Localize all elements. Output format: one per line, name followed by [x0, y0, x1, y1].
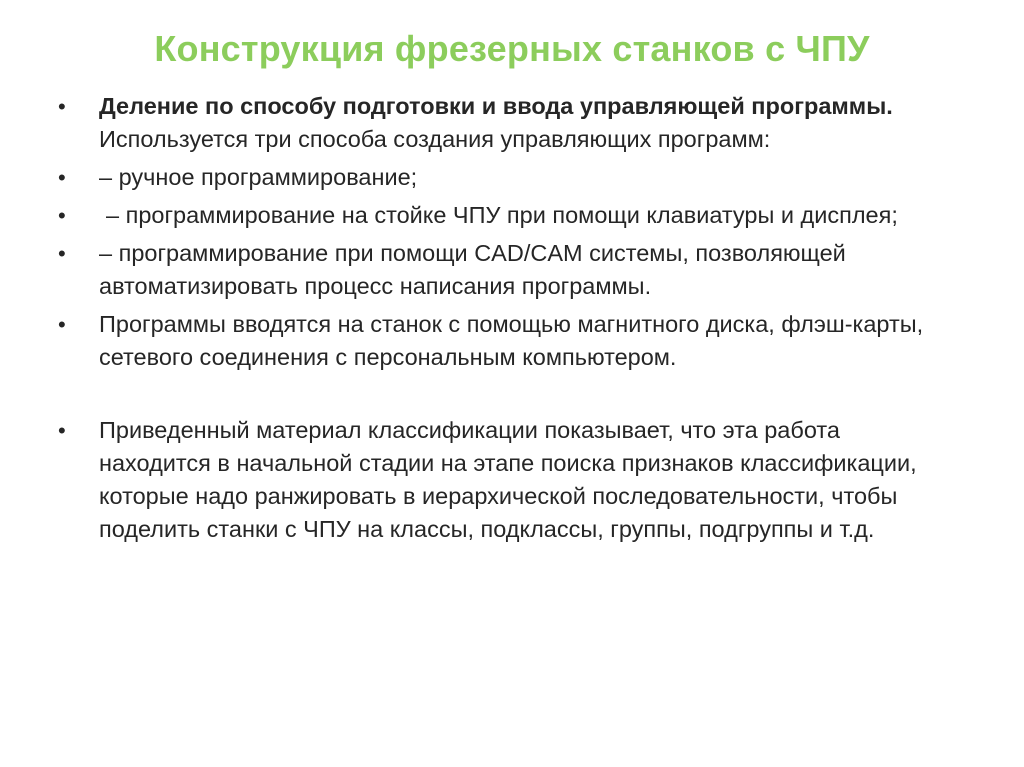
- bullet-icon: •: [58, 241, 66, 266]
- list-item: [58, 414, 958, 546]
- list-item: [58, 308, 958, 374]
- bullet-icon: •: [58, 165, 66, 190]
- bullet-bold-text: Деление по способу подготовки и ввода управляющей программы.: [99, 93, 893, 119]
- bullet-text: Программы вводятся на станок с помощью магнитного диска, флэш-карты, сетевого соединения с персональным компьютером.: [99, 311, 924, 370]
- list-item: [58, 199, 958, 232]
- slide-title: Конструкция фрезерных станков с ЧПУ: [154, 28, 870, 69]
- bullet-text: – программирование при помощи CAD/CAM системы, позволяющей автоматизировать процесс написания программы.: [99, 240, 846, 299]
- bullet-icon: •: [58, 418, 66, 443]
- bullet-list: [58, 90, 958, 551]
- bullet-icon: •: [58, 312, 66, 337]
- list-item: [58, 161, 958, 194]
- list-item: [58, 237, 958, 303]
- bullet-icon: •: [58, 203, 66, 228]
- list-item: [58, 90, 958, 156]
- bullet-text: – программирование на стойке ЧПУ при помощи клавиатуры и дисплея;: [106, 202, 898, 228]
- bullet-text: Используется три способа создания управляющих программ:: [99, 126, 771, 152]
- bullet-text: Приведенный материал классификации показывает, что эта работа находится в начальной стадии на этапе поиска признаков классификации, которые надо ранжировать в иерархической последовательности, чтобы поделить станки с ЧПУ на классы, подклассы, группы, подгруппы и т.д.: [99, 417, 917, 542]
- bullet-text: – ручное программирование;: [99, 164, 418, 190]
- bullet-icon: •: [58, 94, 66, 119]
